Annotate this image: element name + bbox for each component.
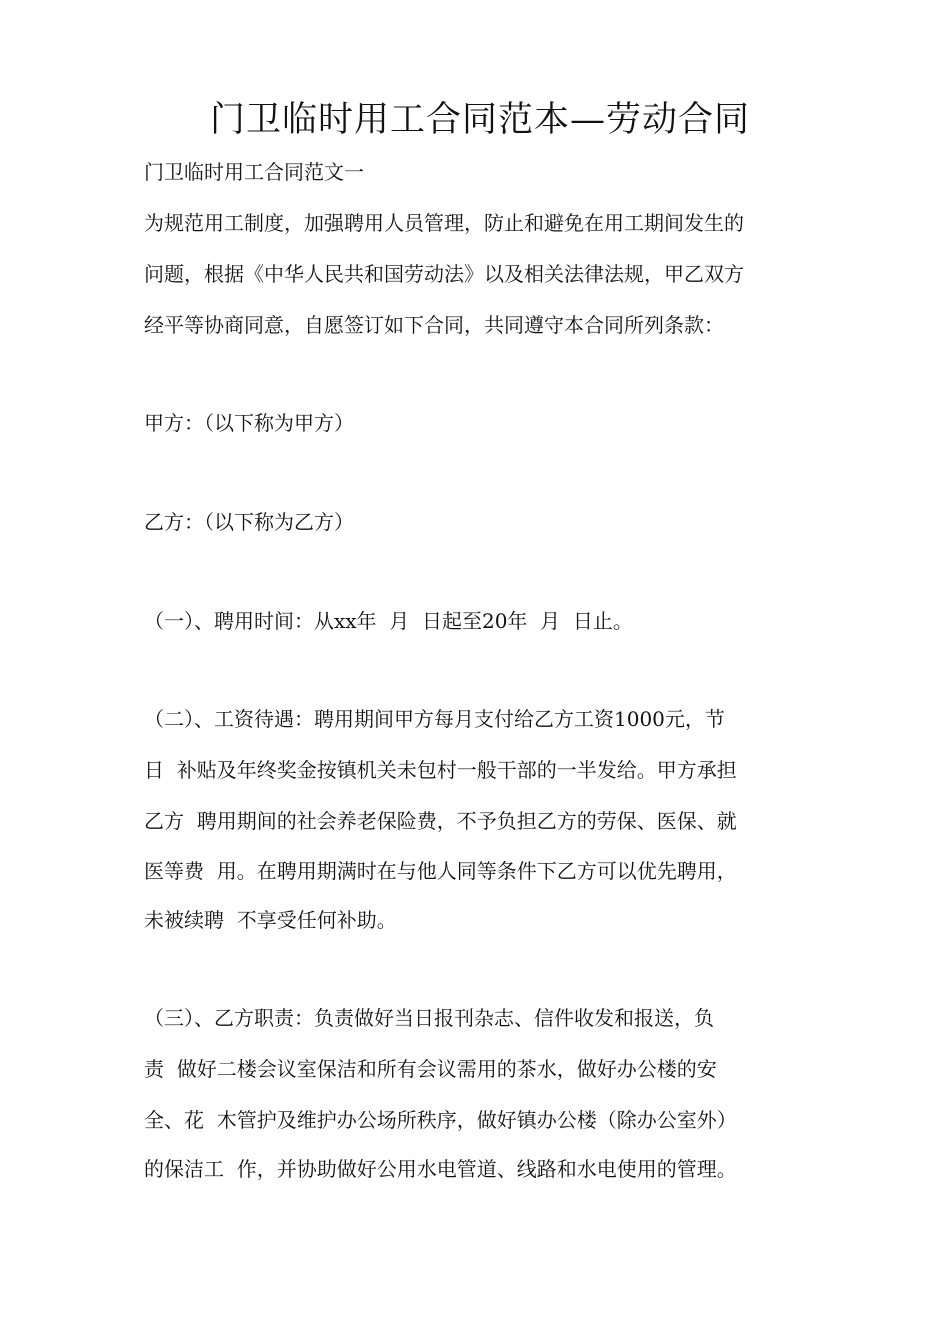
document-title: 门卫临时用工合同范本—劳动合同: [209, 100, 750, 140]
document-subtitle: 门卫临时用工合同范文一: [144, 160, 364, 184]
intro-line-3: 经平等协商同意，自愿签订如下合同，共同遵守本合同所列条款：: [144, 313, 724, 337]
clause-2-line-3: 乙方 聘用期间的社会养老保险费，不予负担乙方的劳保、医保、就: [144, 809, 737, 833]
clause-2-line-4: 医等费 用。在聘用期满时在与他人同等条件下乙方可以优先聘用，: [144, 859, 737, 883]
intro-line-1: 为规范用工制度，加强聘用人员管理，防止和避免在用工期间发生的: [144, 211, 744, 235]
clause-3-line-3: 全、花 木管护及维护办公场所秩序，做好镇办公楼（除办公室外）: [144, 1108, 737, 1132]
party-a-line: 甲方：（以下称为甲方）: [144, 411, 354, 435]
clause-2-line-2: 日 补贴及年终奖金按镇机关未包村一般干部的一半发给。甲方承担: [144, 758, 737, 782]
party-b-line: 乙方：（以下称为乙方）: [144, 510, 354, 534]
clause-3-line-2: 责 做好二楼会议室保洁和所有会议需用的茶水，做好办公楼的安: [144, 1057, 717, 1081]
clause-3-line-1: （三）、乙方职责：负责做好当日报刊杂志、信件收发和报送，负: [144, 1006, 714, 1030]
clause-1-line-1: （一）、聘用时间：从xx年 月 日起至20年 月 日止。: [144, 609, 633, 633]
clause-2-line-5: 未被续聘 不享受任何补助。: [144, 908, 397, 932]
clause-3-line-4: 的保洁工 作，并协助做好公用水电管道、线路和水电使用的管理。: [144, 1157, 737, 1181]
clause-2-line-1: （二）、工资待遇：聘用期间甲方每月支付给乙方工资1000元，节: [144, 707, 725, 731]
intro-line-2: 问题，根据《中华人民共和国劳动法》以及相关法律法规，甲乙双方: [144, 262, 744, 286]
